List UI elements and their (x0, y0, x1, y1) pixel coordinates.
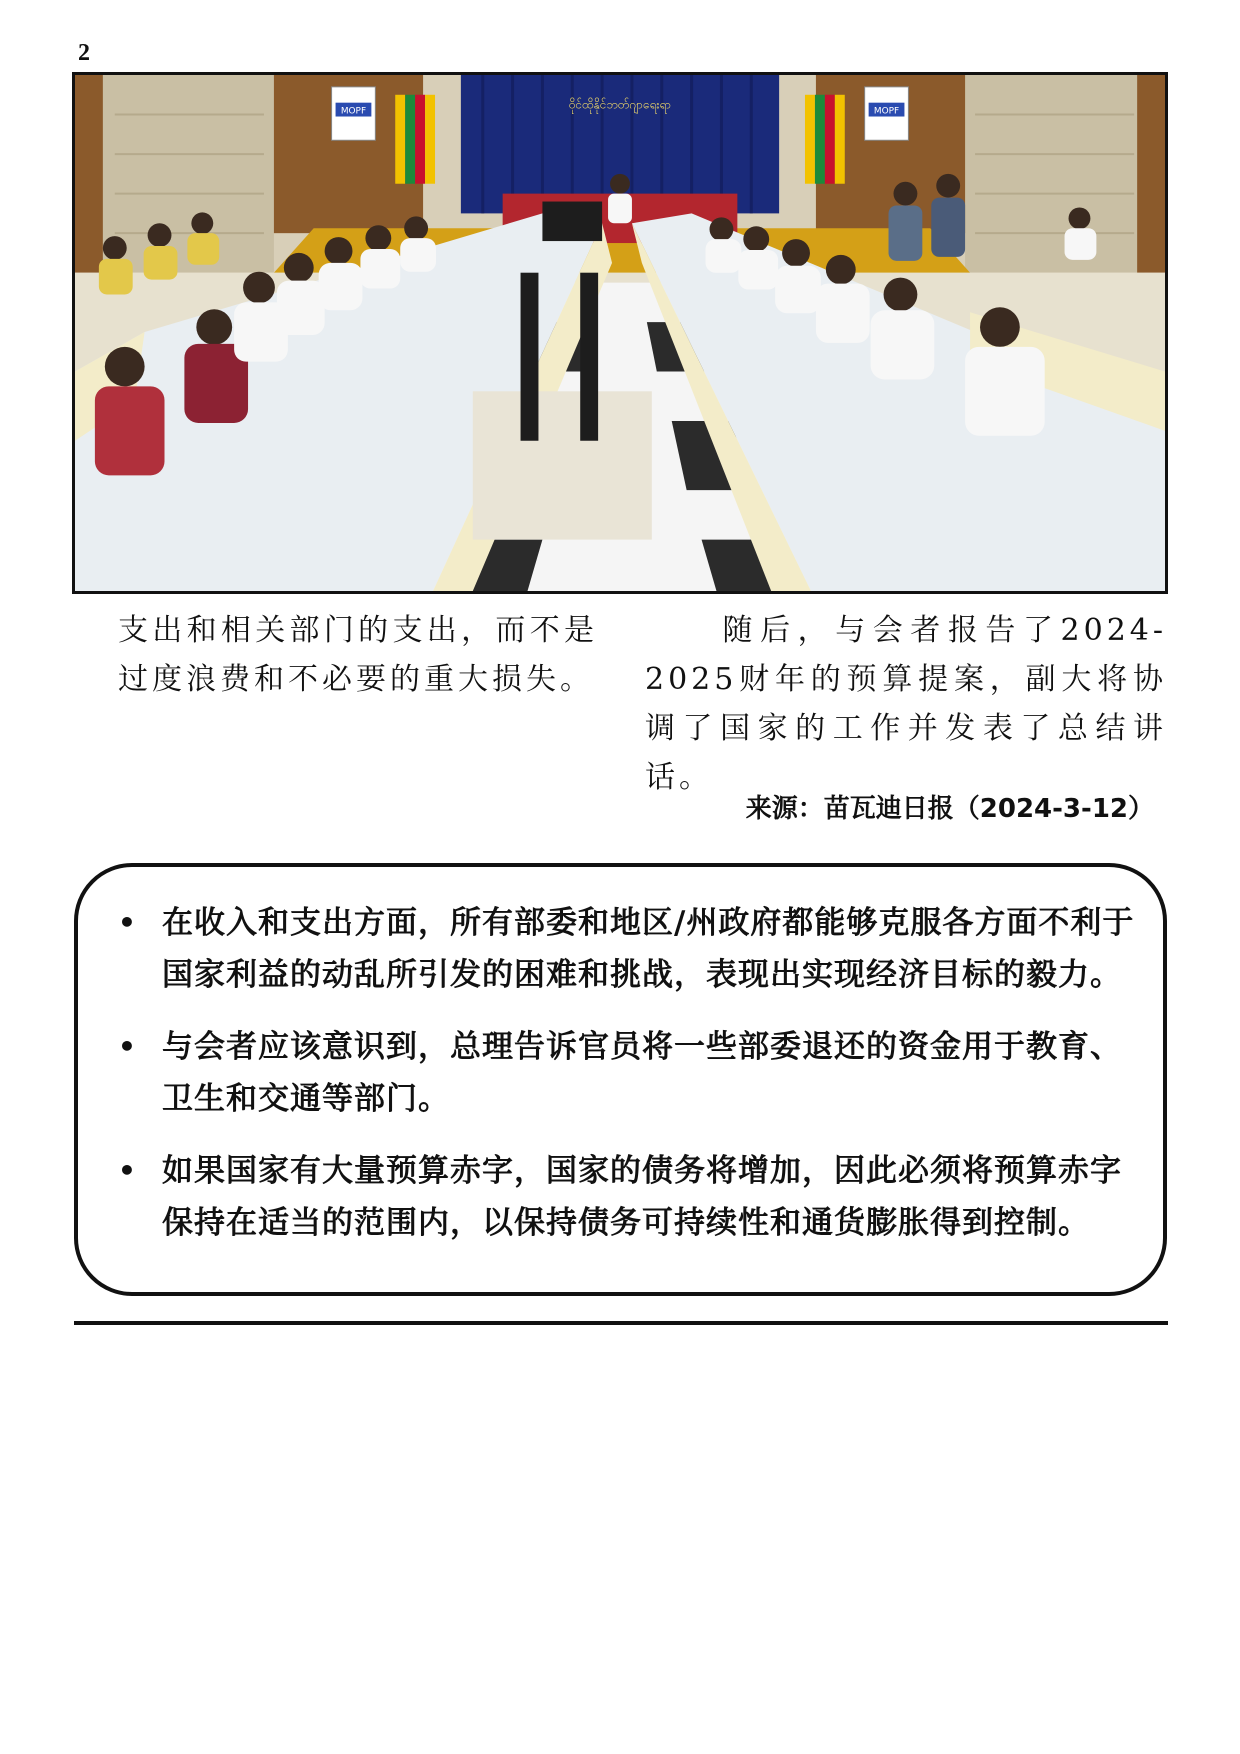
bullet-icon: • (118, 1154, 137, 1187)
article-left-column: 支出和相关部门的支出，而不是过度浪费和不必要的重大损失。 (118, 613, 598, 697)
mopf-badge-right: MOPF (873, 106, 900, 117)
meeting-photo-illustration (75, 75, 1165, 591)
summary-item-text: 如果国家有大量预算赤字，国家的债务将增加，因此必须将预算赤字保持在适当的范围内，以保持债务可持续性和通货膨胀得到控制。 (162, 1153, 1122, 1241)
summary-list (108, 897, 1135, 1249)
summary-item-text: 与会者应该意识到，总理告诉官员将一些部委退还的资金用于教育、卫生和交通等部门。 (162, 1029, 1122, 1117)
monitor (580, 273, 598, 441)
article-right-column (645, 606, 1167, 802)
flags-right (805, 95, 845, 184)
horizontal-rule (74, 1321, 1168, 1325)
summary-item (108, 897, 1135, 1001)
bullet-icon: • (118, 906, 137, 939)
page-number: 2 (78, 40, 90, 66)
bullet-icon: • (118, 1030, 137, 1063)
source-credit: 来源：苗瓦迪日报（2024-3-12） (745, 794, 1154, 824)
stage-banner-text: ဝိုင်ထိုနိုင်ဘတ်ဂျာရေးရာ (568, 97, 672, 112)
meeting-photo (72, 72, 1168, 594)
mopf-badge-left: MOPF (340, 106, 367, 117)
monitor (521, 273, 539, 441)
article-right-text: 随后，与会者报告了2024-2025财年的预算提案，副大将协调了国家的工作并发表了总结讲话。 (645, 613, 1167, 795)
summary-box (74, 863, 1167, 1296)
summary-item (108, 1021, 1135, 1125)
summary-item-text: 在收入和支出方面，所有部委和地区/州政府都能够克服各方面不利于国家利益的动乱所引发的困难和挑战，表现出实现经济目标的毅力。 (162, 905, 1135, 993)
summary-item (108, 1145, 1135, 1249)
flags-left (395, 95, 435, 184)
